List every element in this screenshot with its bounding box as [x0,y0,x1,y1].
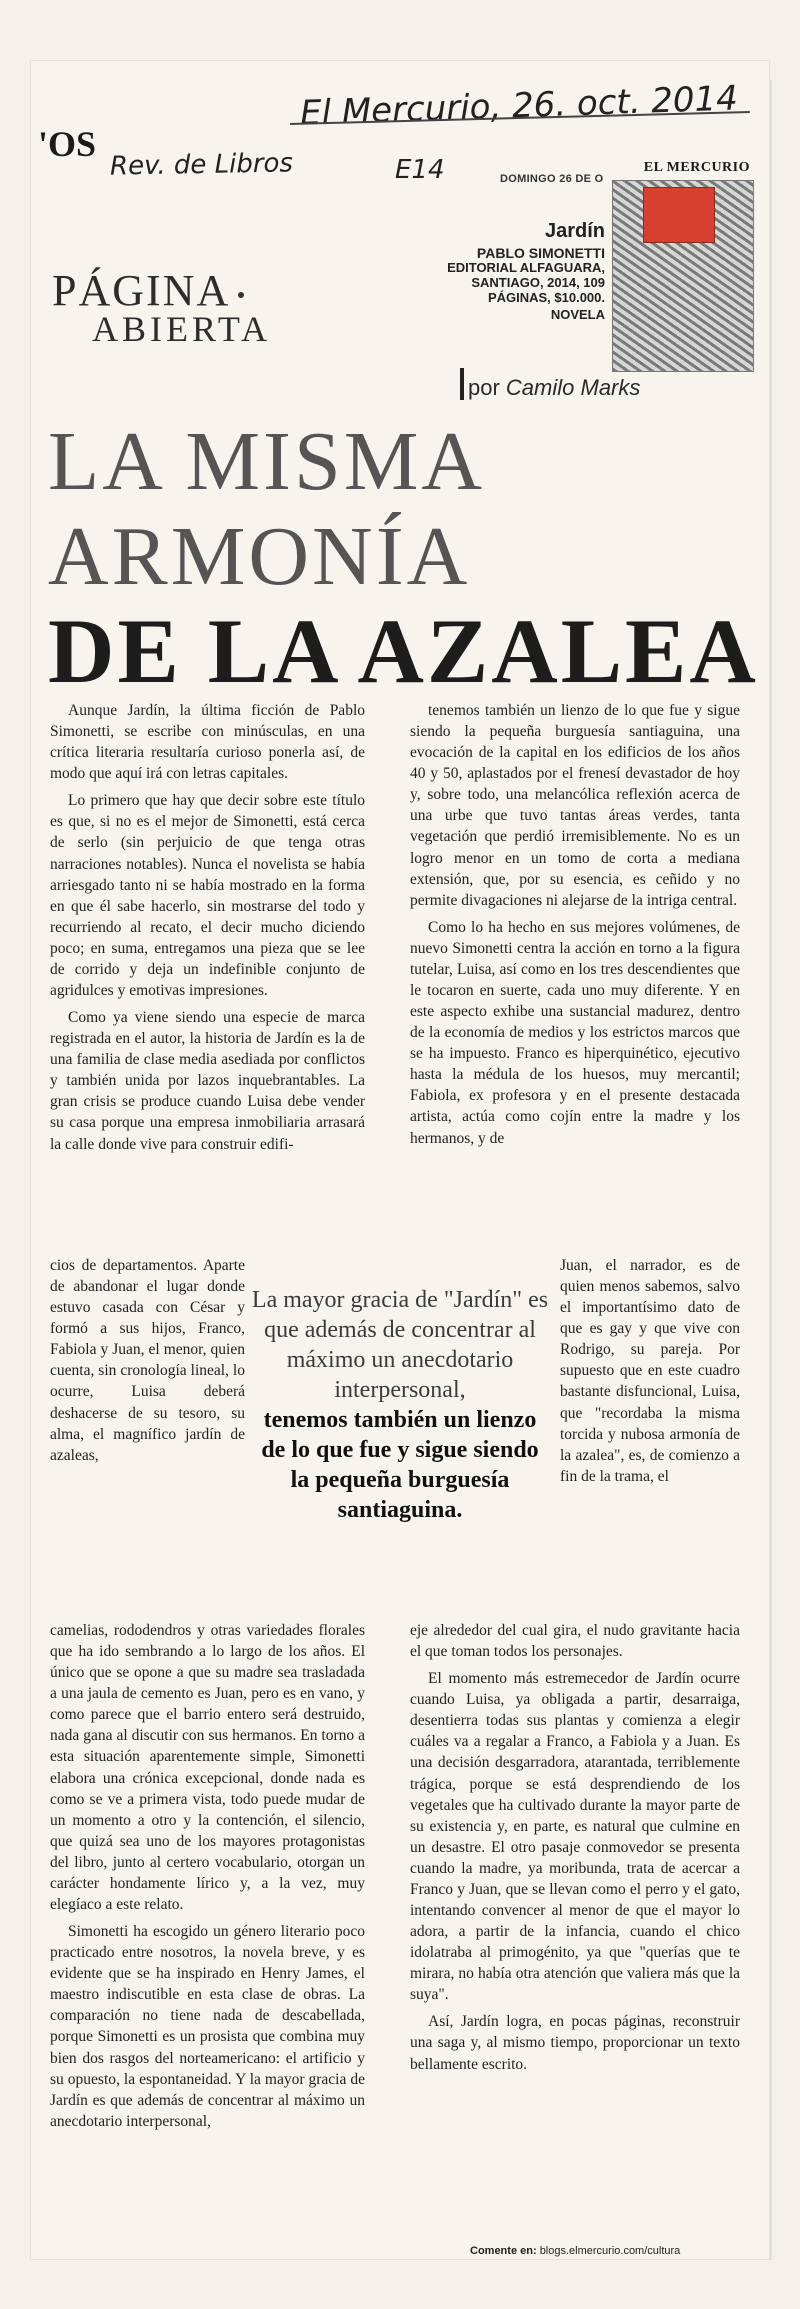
body-column-left-bottom [50,1620,365,2138]
paragraph: tenemos también un lienzo de lo que fue y sigue siendo la pequeña burguesía santiaguina, una evocación de la capital en los edificios de los años 40 y 50, aplastados por el frenesí devastador de hoy y, sobre todo, una melancólica reflexión acerca de una urbe que tuvo tantas áreas verdes, tanta vegetación que perdió irremisiblemente. No es un logro menor en un tomo de corta a mediana extensión, que, por su esencia, es ceñido y no permite divagaciones ni alejarse de la intriga central. [410,702,740,909]
book-info [400,220,605,323]
paragraph: Así, Jardín logra, en pocas páginas, reconstruir una saga y, al mismo tiempo, proporcionar un texto bellamente escrito. [410,2013,740,2073]
book-pages: PÁGINAS, $10.000. [487,289,605,305]
footer-url[interactable]: blogs.elmercurio.com/cultura [539,2245,681,2257]
paragraph: Juan, el narrador, es de quien menos sabemos, salvo el importantísimo dato de que es gay y que vive con Rodrigo, su pareja. Por supuesto que en este cuadro bastante disfuncional, Luisa, que "recordaba la misma torcida y nubosa armonía de la azalea", es, de comienzo a fin de la trama, el [560,1257,740,1485]
byline-rule [460,368,464,400]
footer-link [470,2245,680,2257]
handwritten-page: E14 [395,155,445,185]
book-author: PABLO SIMONETTI [476,245,605,261]
body-column-right-narrow [560,1255,740,1493]
book-cover-image [612,180,754,372]
body-column-left-narrow [50,1255,245,1472]
book-title: Jardín [544,220,605,242]
newspaper-date: DOMINGO 26 DE O [500,173,604,185]
section-title [52,266,271,349]
book-publisher: EDITORIAL ALFAGUARA, [447,260,605,276]
body-column-left [50,700,365,1161]
paragraph: Como lo ha hecho en sus mejores volúmenes, de nuevo Simonetti centra la acción en torno a la figura tutelar, Luisa, así como en los tres descendientes que le tocaron en suerte, cada uno muy diferente. Y en este aspecto exhibe una sustancial madurez, dentro de la economía de medios y los estrictos marcos que se ha impuesto. Franco es hiperquinético, ejecutivo hasta la médula de los huesos, muy mercantil; Fabiola, ex profesora y en el presente destacada artista, actúa como cojín entre la madre y los hermanos, y de [410,918,740,1147]
book-genre: NOVELA [550,306,605,322]
section-dot [238,292,244,298]
paragraph: eje alrededor del cual gira, el nudo gravitante hacia el que toman todos los personajes. [410,1622,740,1661]
book-cover-label [643,187,715,243]
paragraph: Aunque Jardín, la última ficción de Pablo Simonetti, se escribe con minúsculas, en una crítica literaria resultaría curioso ponerla así, de modo que aquí irá con letras capitales. [50,702,365,783]
section-prefix: 'OS [38,124,97,164]
byline-author: Camilo Marks [505,375,641,400]
handwritten-source: El Mercurio, 26. oct. 2014 [299,78,739,134]
body-column-right-bottom [410,1620,740,2081]
headline-line-2: ARMONÍA [48,510,471,603]
byline [468,375,640,401]
footer-label: Comente en: [470,2245,537,2257]
paragraph: Como ya viene siendo una especie de marca registrada en el autor, la historia de Jardín es la de una familia de clase media asediada por conflictos y también unida por lazos inquebrantables. La gran crisis se produce cuando Luisa debe vender su casa porque una empresa inmobiliaria arrasará la calle donde vive para construir edifi- [50,1009,365,1153]
section-pagina: PÁGINA [52,270,271,312]
page-edge [770,80,772,2260]
headline-line-1: LA MISMA [48,415,486,508]
handwritten-section: Rev. de Libros [109,148,294,182]
paragraph: cios de departamentos. Aparte de abandonar el lugar donde estuvo casada con César y formó a sus hijos, Franco, Fabiola y Juan, el menor, quien cuenta, sin cronología lineal, lo ocurre, Luisa deberá deshacerse de su tesoro, su alma, el magnífico jardín de azaleas, [50,1257,245,1464]
pull-quote [250,1285,550,1525]
headline-line-3: DE LA AZALEA [48,600,759,702]
book-place: SANTIAGO, 2014, 109 [471,275,605,291]
section-abierta: ABIERTA [92,308,271,349]
pull-quote-bold: tenemos también un lienzo de lo que fue y sigue siendo la pequeña burguesía santiaguina. [261,1407,539,1523]
paragraph: camelias, rododendros y otras variedades florales que ha ido sembrando a lo largo de los años. El único que se opone a que su madre sea trasladada a una jaula de cemento es Juan, pero es en vano, y como parece que el barrio entero será destruido, nada gana al discutir con sus hermanos. En torno a esta situación aparentemente simple, Simonetti elabora una crónica excepcional, donde nada es como se ve a primera vista, todo puede mudar de un momento a otro y la contención, el silencio, que quizá sea uno de los mayores protagonistas del libro, junto al certero vocabulario, otorgan un carácter hondamente lírico y, a la vez, muy elegíaco a este relato. [50,1622,365,1914]
paragraph: Simonetti ha escogido un género literario poco practicado entre nosotros, la novela breve, y es evidente que se ha inspirado en Henry James, el maestro indiscutible en esta clase de obras. La comparación no tiene nada de descabellada, porque Simonetti es un prosista que combina muy bien dos rasgos del norteamericano: el artificio y su opuesto, la espontaneidad. Y la mayor gracia de Jardín es que además de concentrar al máximo un anecdotario interpersonal, [50,1923,365,2130]
newspaper-name: EL MERCURIO [643,160,750,175]
body-column-right [410,700,740,1155]
byline-prefix: por [468,375,500,400]
pull-quote-light: La mayor gracia de "Jardín" es que además de concentrar al máximo un anecdotario interpersonal, [251,1287,549,1403]
paragraph: Lo primero que hay que decir sobre este título es que, si no es el mejor de Simonetti, está cerca de serlo (sin perjuicio de que tenga otras narraciones notables). Nunca el novelista se había arriesgado tanto ni se había mostrado en la forma en que él sabe hacerlo, sin mostrarse del todo y recurriendo al recato, el decir mucho diciendo poco; en suma, entregamos una pieza que se lee de corrido y deja un indefinible conjunto de agridulces y emotivas impresiones. [50,792,365,1000]
paragraph: El momento más estremecedor de Jardín ocurre cuando Luisa, ya obligada a partir, desarraiga, desentierra todas sus plantas y comienza a elegir cuáles va a regalar a Franco, a Fabiola y a Juan. Es una decisión desgarradora, atarantada, terriblemente trágica, porque se está desprendiendo de los vegetales que ha cultivado durante la mayor parte de su existencia y, en parte, es natural que culmine en un desastre. El otro pasaje conmovedor se presenta cuando la madre, ya moribunda, trata de acercar a Franco y Juan, que se llevan como el perro y el gato, intentando convencer al menor de que el mayor lo adora, a partir de la infancia, cuando el chico idolatraba al primogénito, ya que "querías que te mirara, no había otra atención que valiera más que la suya". [410,1670,740,2004]
